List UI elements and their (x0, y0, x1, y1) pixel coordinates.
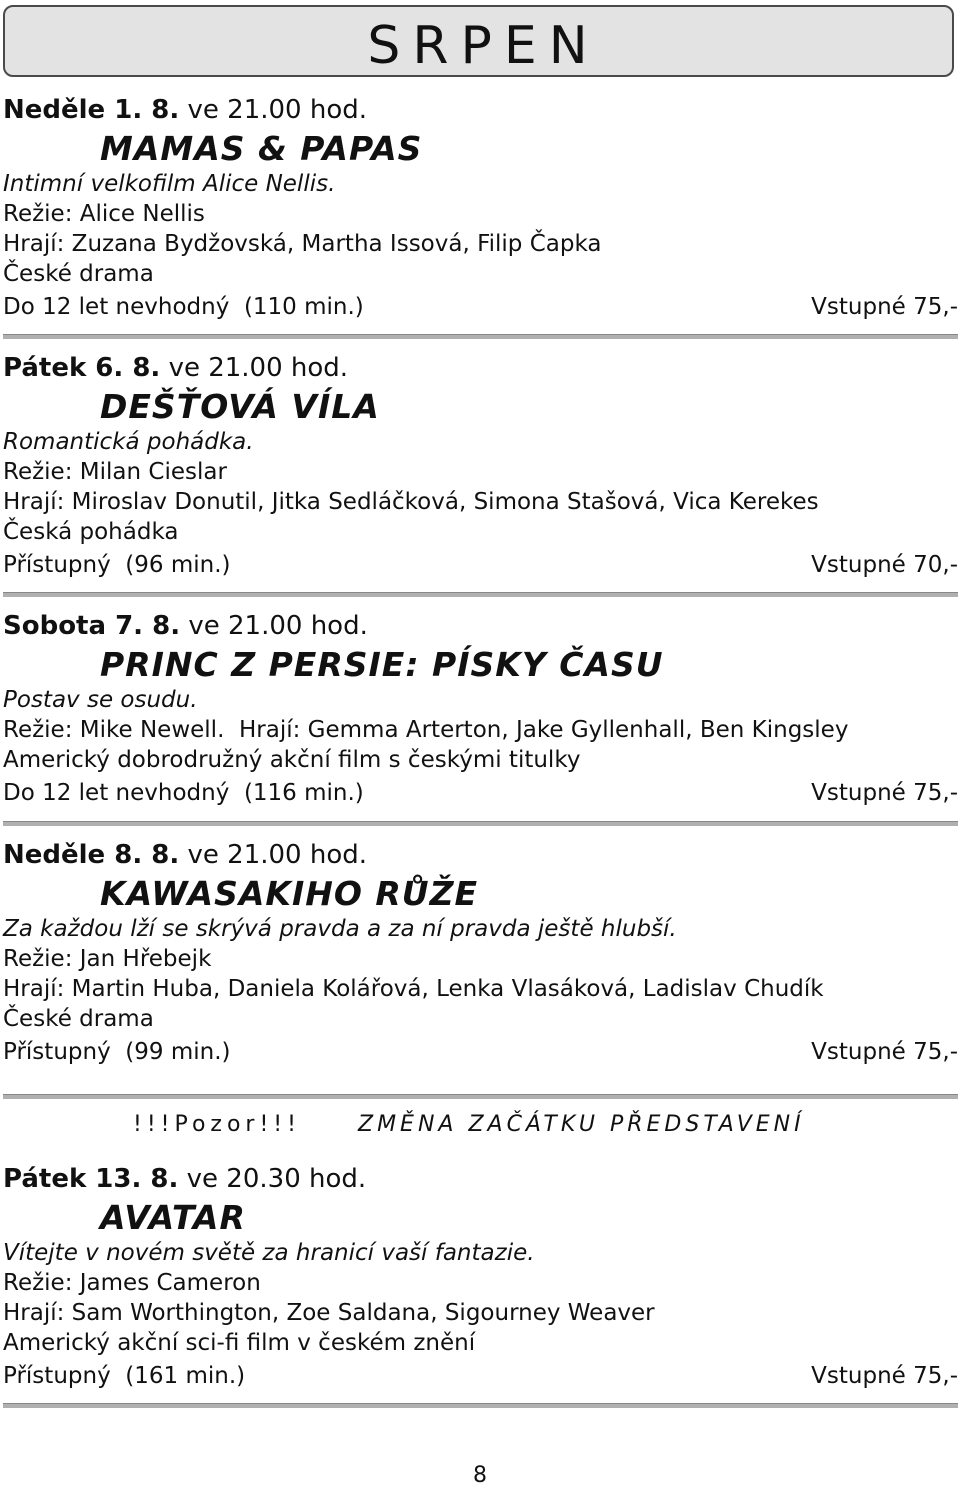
section-divider (3, 1094, 958, 1099)
day-date: Neděle 1. 8. (3, 95, 180, 125)
screening-time: ve 21.00 hod. (187, 840, 367, 870)
movie-director: Režie: Alice Nellis (3, 201, 205, 227)
program-entry (3, 607, 958, 808)
month-title: SRPEN (367, 16, 600, 76)
movie-tagline: Za každou lží se skrývá pravda a za ní pravda ještě hlubší. (3, 916, 677, 942)
program-entry (3, 836, 958, 1067)
day-date: Pátek 6. 8. (3, 353, 161, 383)
program-entry (3, 349, 958, 580)
day-date: Sobota 7. 8. (3, 611, 181, 641)
movie-genre: České drama (3, 261, 154, 287)
movie-genre: Americký dobrodružný akční film s českými titulky (3, 747, 581, 773)
section-divider (3, 334, 958, 339)
day-date: Neděle 8. 8. (3, 840, 180, 870)
screening-time: ve 21.00 hod. (168, 353, 349, 383)
warning-text: !!!Pozor!!! (133, 1112, 301, 1137)
program-entry (3, 1160, 958, 1391)
screening-time: ve 20.30 hod. (186, 1164, 367, 1194)
movie-director: Režie: Milan Cieslar (3, 459, 227, 485)
movie-rating: Přístupný (96 min.) (3, 552, 231, 578)
movie-director-cast: Režie: Mike Newell. Hrají: Gemma Arterton, Jake Gyllenhall, Ben Kingsley (3, 717, 849, 743)
screening-date (3, 91, 958, 129)
movie-rating: Přístupný (99 min.) (3, 1039, 231, 1065)
movie-genre: České drama (3, 1006, 154, 1032)
screening-date (3, 349, 958, 387)
movie-cast: Hrají: Martin Huba, Daniela Kolářová, Lenka Vlasáková, Ladislav Chudík (3, 976, 824, 1002)
section-divider (3, 592, 958, 597)
movie-genre: Americký akční sci-fi film v českém znění (3, 1330, 476, 1356)
movie-tagline: Romantická pohádka. (3, 429, 254, 455)
ticket-price: Vstupné 70,- (811, 552, 958, 578)
day-date: Pátek 13. 8. (3, 1164, 179, 1194)
movie-title: PRINC Z PERSIE: PÍSKY ČASU (100, 645, 664, 684)
ticket-price: Vstupné 75,- (811, 780, 958, 806)
movie-rating-row (3, 292, 958, 322)
movie-cast: Hrají: Sam Worthington, Zoe Saldana, Sigourney Weaver (3, 1300, 655, 1326)
screening-date (3, 607, 958, 645)
movie-rating-row (3, 1037, 958, 1067)
movie-genre: Česká pohádka (3, 519, 179, 545)
movie-title: DEŠŤOVÁ VÍLA (100, 387, 380, 426)
change-text: ZMĚNA ZAČÁTKU PŘEDSTAVENÍ (358, 1112, 805, 1137)
movie-tagline: Vítejte v novém světě za hranicí vaší fantazie. (3, 1240, 535, 1266)
program-entry (3, 91, 958, 322)
section-divider (3, 821, 958, 826)
schedule-change-notice (3, 1108, 958, 1142)
screening-date (3, 836, 958, 874)
movie-director: Režie: Jan Hřebejk (3, 946, 212, 972)
screening-date (3, 1160, 958, 1198)
month-header (3, 5, 954, 77)
movie-rating-row (3, 550, 958, 580)
movie-rating-row (3, 1361, 958, 1391)
ticket-price: Vstupné 75,- (811, 1039, 958, 1065)
movie-cast: Hrají: Zuzana Bydžovská, Martha Issová, Filip Čapka (3, 231, 602, 257)
movie-cast: Hrají: Miroslav Donutil, Jitka Sedláčková, Simona Stašová, Vica Kerekes (3, 489, 819, 515)
movie-tagline: Intimní velkofilm Alice Nellis. (3, 171, 336, 197)
screening-time: ve 21.00 hod. (188, 611, 368, 641)
movie-title: AVATAR (100, 1198, 246, 1237)
movie-rating: Do 12 let nevhodný (116 min.) (3, 780, 364, 806)
movie-rating: Do 12 let nevhodný (110 min.) (3, 294, 364, 320)
movie-title: KAWASAKIHO RŮŽE (100, 874, 479, 913)
section-divider (3, 1403, 958, 1408)
movie-rating: Přístupný (161 min.) (3, 1363, 246, 1389)
screening-time: ve 21.00 hod. (187, 95, 367, 125)
page-number: 8 (473, 1463, 487, 1488)
ticket-price: Vstupné 75,- (811, 1363, 958, 1389)
movie-director: Režie: James Cameron (3, 1270, 261, 1296)
movie-tagline: Postav se osudu. (3, 687, 198, 713)
ticket-price: Vstupné 75,- (811, 294, 958, 320)
movie-rating-row (3, 778, 958, 808)
movie-title: MAMAS & PAPAS (100, 129, 423, 168)
